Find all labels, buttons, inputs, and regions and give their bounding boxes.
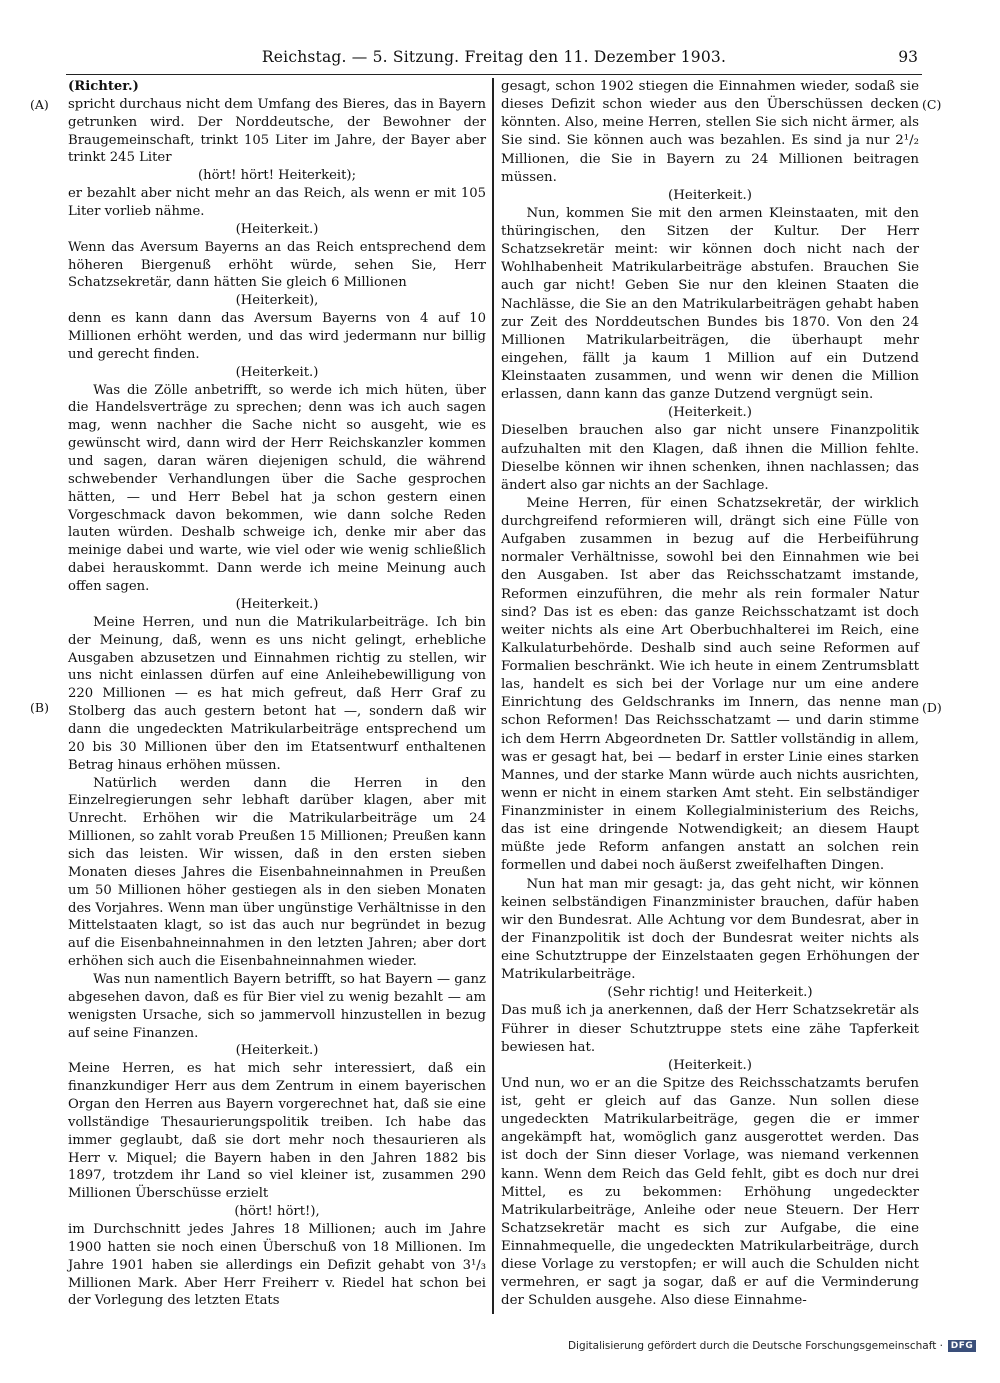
interjection: (Heiterkeit.) — [668, 1057, 752, 1073]
margin-marker-d: (D) — [922, 700, 942, 715]
interjection: (Heiterkeit.) — [668, 405, 752, 421]
paragraph: gesagt, schon 1902 stiegen die Einnahmen wieder, sodaß sie dieses Defizit schon wieder aus den Überschüssen decken könnten. Also, meine Herren, stellen Sie sich nicht ärmer, als Sie sind. Sie können auch was bezahlen. Es sind ja nur 2¹/₂ Millionen, die Sie in Bayern zu 24 Millionen beitragen müssen. — [501, 79, 919, 185]
paragraph: Dieselben brauchen also gar nicht unsere Finanzpolitik aufzuhalten mit den Klagen, daß ihnen die Million fehlte. Dieselbe können wir ihnen schenken, ihnen nachlassen; das ändert also gar nichts an der Sachlage. — [501, 423, 919, 493]
paragraph: denn es kann dann das Aversum Bayerns von 4 auf 10 Millionen erhöht werden, und das wird jedermann nur billig und gerecht finden. — [68, 311, 486, 362]
paragraph: Nun hat man mir gesagt: ja, das geht nicht, wir können keinen selbständigen Finanzminister brauchen, dafür haben wir den Bundesrat. Alle Achtung vor dem Bundesrat, aber in der Finanzpolitik ist doch der Bundesrat weiter nichts als eine Schutztruppe der Einzelstaaten gegen Erhöhungen der Matrikularbeiträge. — [501, 876, 919, 983]
paragraph: Natürlich werden dann die Herren in den Einzelregierungen sehr lebhaft darüber klagen, aber mit Unrecht. Erhöhen wir die Matrikularbeiträge um 24 Millionen, so zahlt vorab Preußen 15 Millionen; Preußen kann sich das leisten. Wir wissen, daß in den ersten sieben Monaten dieses Jahres die Eisenbahneinnahmen in Preußen um 50 Millionen höher gestiegen als in den sieben Monaten des Vorjahres. Wenn man über ungünstige Verhältnisse in den Mittelstaaten klagt, so ist das auch nur begründet in bezug auf die Eisenbahneinnahmen in den letzten Jahren; aber dort erhöhen sich auch die Eisenbahneinnahmen wieder. — [68, 775, 486, 970]
margin-marker-b: (B) — [30, 700, 49, 715]
page-header — [66, 48, 922, 75]
margin-marker-c: (C) — [922, 97, 942, 112]
interjection: (Heiterkeit.) — [668, 187, 752, 203]
interjection: (hört! hört! Heiterkeit); — [197, 168, 357, 184]
paragraph: Meine Herren, es hat mich sehr interessiert, daß ein finanzkundiger Herr aus dem Zentrum in einem bayerischen Organ den Herren aus Bayern vorgerechnet hat, daß sie eine vollständige Thesaurierungspolitik treiben. Ich habe das immer geglaubt, daß sie dort mehr noch thesaurieren als Herr v. Miquel; die Bayern haben in den Jahren 1882 bis 1897, trotzdem ihr Land so viel kleiner ist, zusammen 290 Millionen Überschüsse erzielt — [68, 1061, 486, 1202]
column-divider — [492, 78, 494, 1314]
paragraph: Und nun, wo er an die Spitze des Reichsschatzamts berufen ist, geht er gleich auf das Ganze. Nun sollen diese ungedeckten Matrikularbeiträge, gegen die er immer angekämpft hat, womöglich ganz ausgerottet werden. Das ist doch der Sinn dieser Vorlage, was niemand verkennen kann. Wenn dem Reich das Geld fehlt, gibt es doch nur drei Mittel, es zu bekommen: Erhöhung ungedeckter Matrikularbeiträge, Anleihe oder neue Steuern. Der Herr Schatzsekretär macht es sich zur Aufgabe, die eine Einnahmequelle, die ungedeckten Matrikularbeiträge, durch diese Vorlage zu verstopfen; er will auch die Schulden nicht vermehren, er sagt ja sogar, daß er auf die Verminderung der Schulden ausgehe. Also diese Einnahme- — [501, 1075, 919, 1309]
paragraph: er bezahlt aber nicht mehr an das Reich, als wenn er mit 105 Liter vorlieb nähme. — [68, 186, 486, 220]
interjection: (hört! hört!), — [234, 1204, 320, 1220]
paragraph: Wenn das Aversum Bayerns an das Reich entsprechend dem höheren Biergenuß erhöht würde, sehen Sie, Herr Schatzsekretär, dann hätten Sie gleich 6 Millionen — [68, 239, 486, 291]
footer — [568, 1340, 976, 1352]
paragraph: Nun, kommen Sie mit den armen Kleinstaaten, mit den thüringischen, den Sitzen der Kultur. Der Herr Schatzsekretär meint: wir können doch nicht nach der Wohlhabenheit Matrikularbeiträge abstufen. Brauchen Sie auch gar nicht! Geben Sie nur den kleinen Staaten die Nachlässe, die Sie an den Matrikularbeiträgen gehabt haben zur Zeit des Norddeutschen Bundes bis 1870. Von den 24 Millionen Matrikularbeiträgen, die überhaupt mehr eingehen, fällt ja kaum 1 Million auf ein Dutzend Kleinstaaten zusammen, und wenn wir denen die Million erlassen, dann kann das ganze Dutzend vergnügt sein. — [501, 205, 919, 403]
running-title: Reichstag. — 5. Sitzung. Freitag den 11. Dezember 1903. — [261, 48, 727, 66]
margin-marker-a: (A) — [30, 97, 49, 112]
interjection: (Heiterkeit.) — [235, 1043, 319, 1059]
interjection: (Heiterkeit.) — [235, 596, 319, 612]
paragraph: Was die Zölle anbetrifft, so werde ich mich hüten, über die Handelsverträge zu sprechen; denn was ich auch sagen mag, wenn nachher die Sache nicht so ausgeht, wie es gewünscht wird, dann wird der Herr Reichskanzler kommen und sagen, daran wären diejenigen schuld, die während schwebender Verhandlungen über die Sache gesprochen hätten, — und Herr Bebel hat ja schon gestern einen Vorgeschmack davon bekommen, wie dann solche Reden lauten würden. Deshalb schweige ich, denke mir aber das meinige dabei und warte, wie viel oder wie wenig schließlich dabei herauskommt. Dann werde ich meine Meinung auch offen sagen. — [68, 382, 486, 595]
page-number: 93 — [898, 48, 918, 66]
right-column — [501, 78, 919, 1311]
paragraph: Was nun namentlich Bayern betrifft, so hat Bayern — ganz abgesehen davon, daß es für Bier viel zu wenig bezahlt — am wenigsten Ursache, sich so jammervoll hinzustellen in bezug auf seine Finanzen. — [68, 971, 486, 1041]
speaker-name: (Richter.) — [68, 79, 139, 94]
paragraph: Das muß ich ja anerkennen, daß der Herr Schatzsekretär als Führer in dieser Schutztruppe stets eine zähe Tapferkeit bewiesen hat. — [501, 1003, 919, 1055]
interjection: (Heiterkeit), — [235, 293, 319, 309]
paragraph: spricht durchaus nicht dem Umfang des Bieres, das in Bayern getrunken wird. Der Norddeutsche, der Bewohner der Braugemeinschaft, trinkt 105 Liter im Jahre, der Bayer aber trinkt 245 Liter — [68, 96, 486, 166]
left-column — [68, 78, 486, 1310]
dfg-logo: DFG — [948, 1340, 976, 1352]
interjection: (Heiterkeit.) — [235, 364, 319, 380]
paragraph: im Durchschnitt jedes Jahres 18 Millionen; auch im Jahre 1900 hatten sie noch einen Überschuß von 18 Millionen. Im Jahre 1901 haben sie allerdings ein Defizit gehabt von 3¹/₃ Millionen Mark. Aber Herr Freiherr v. Riedel hat schon bei der Vorlegung des letzten Etats — [68, 1222, 486, 1309]
paragraph: Meine Herren, für einen Schatzsekretär, der wirklich durchgreifend reformieren will, drängt sich eine Fülle von Aufgaben zusammen in bezug auf die Herbeiführung normaler Verhältnisse, sowohl bei den Einnahmen wie bei den Ausgaben. Ist aber das Reichsschatzamt imstande, Reformen einzuführen, die mehr als rein formaler Natur sind? Das ist es eben: das ganze Reichsschatzamt ist doch weiter nichts als eine Art Oberbuchhalterei im Reich, eine Kalkulaturbehörde. Deshalb sind auch seine Reformen auf Formalien beschränkt. Wie ich heute in einem Zentrumsblatt las, handelt es sich bei der Vorlage nur um eine andere Einrichtung des Geldschranks im Innern, das nenne man schon Reformen! Das Reichsschatzamt — und darin stimme ich dem Herrn Abgeordneten Dr. Sattler vollständig in allem, was er gesagt hat, bei — bedarf in erster Linie eines starken Mannes, und der starke Mann würde auch nichts ausrichten, wenn er nicht in einem starken Amt steht. Ein selbständiger Finanzminister in einem Kollegialministerium des Reichs, das ist eine dringende Notwendigkeit; an diesem Haupt müßte jede Reform anfangen anstatt an solchen rein formellen und dabei noch äußerst zweifelhaften Dingen. — [501, 495, 919, 874]
paragraph: Meine Herren, und nun die Matrikularbeiträge. Ich bin der Meinung, daß, wenn es uns nicht gelingt, erhebliche Ausgaben abzusetzen und Einnahmen richtig zu stellen, wir uns nicht einlassen dürfen auf eine Anleihebewilligung von 220 Millionen — es hat mich gefreut, daß Herr Graf zu Stolberg das auch gestern betont hat —, sondern daß wir dann die ungedeckten Matrikularbeiträge entsprechend um 20 bis 30 Millionen über den im Etatsentwurf enthaltenen Betrag hinaus erhöhen müssen. — [68, 614, 486, 773]
footer-credit: Digitalisierung gefördert durch die Deutsche Forschungsgemeinschaft · — [567, 1340, 943, 1352]
interjection: (Heiterkeit.) — [235, 221, 319, 237]
interjection: (Sehr richtig! und Heiterkeit.) — [607, 985, 813, 1001]
